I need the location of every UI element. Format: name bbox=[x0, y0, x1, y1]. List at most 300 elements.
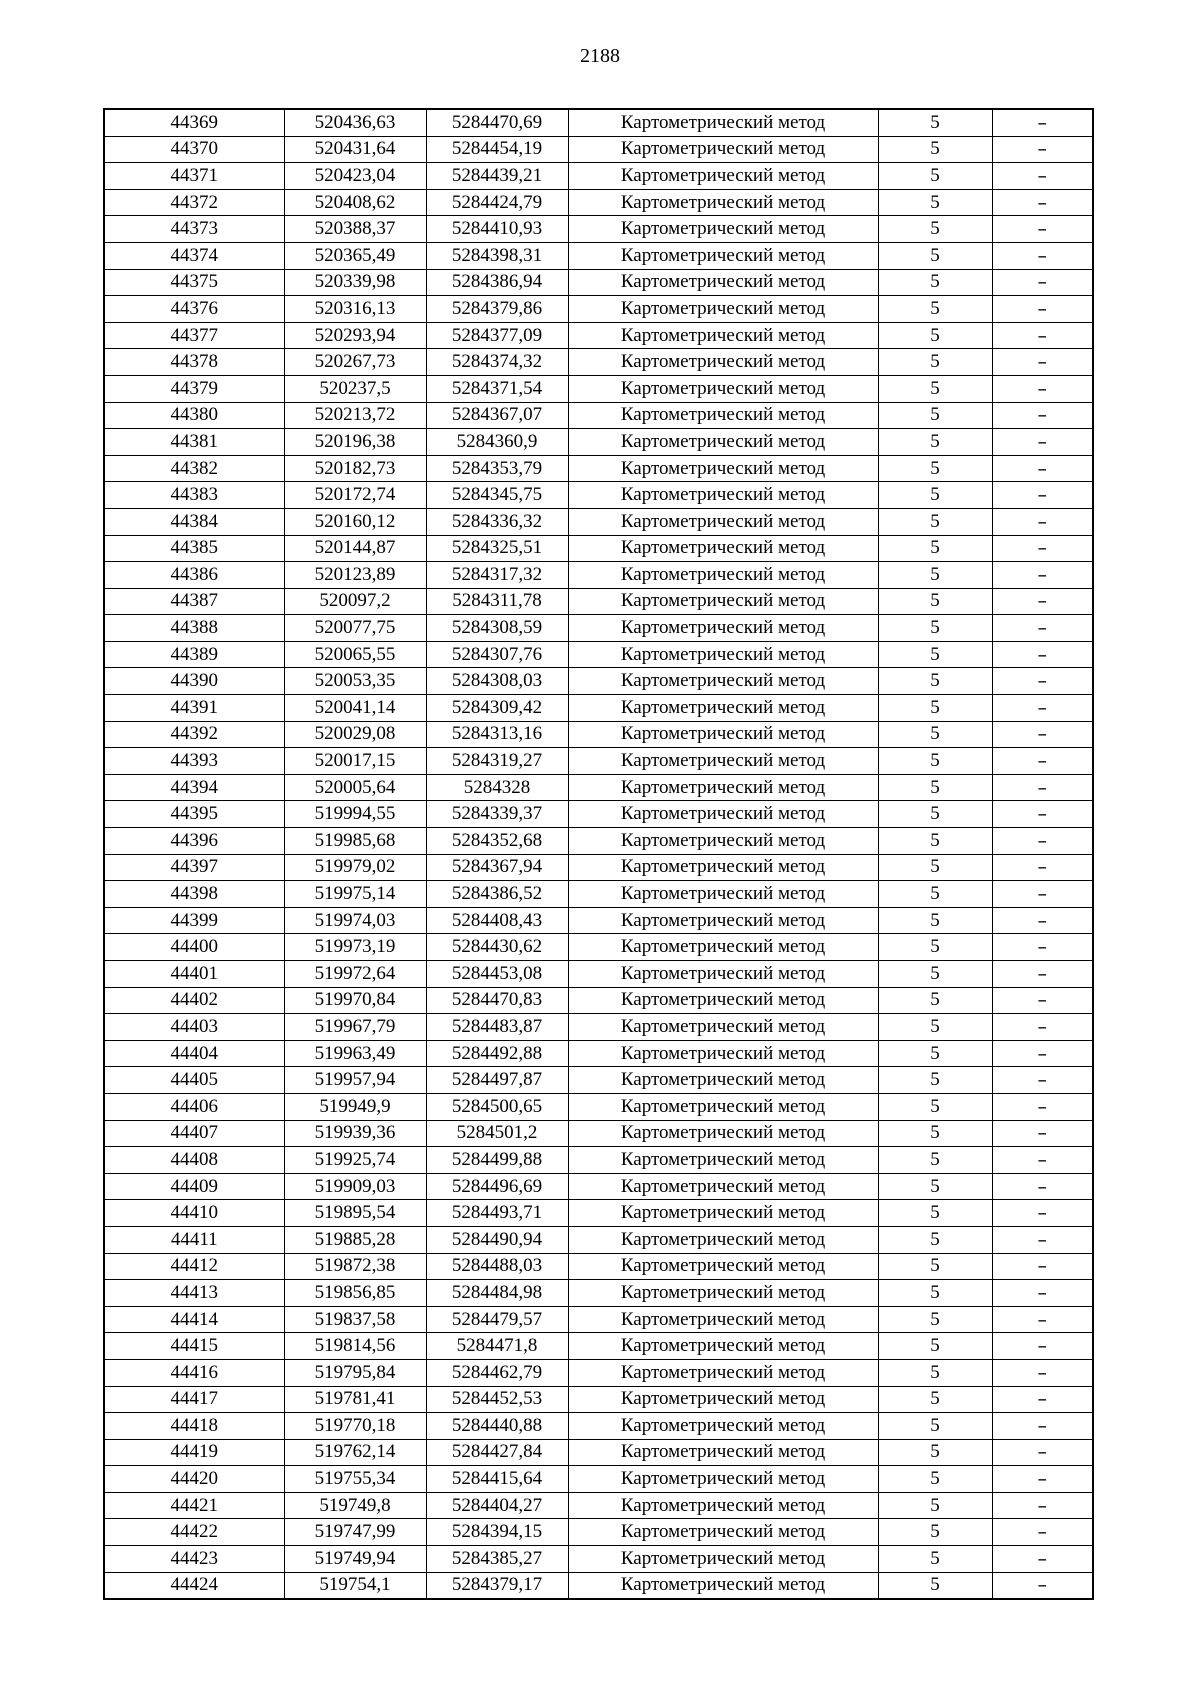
method-cell: Картометрический метод bbox=[568, 881, 878, 908]
point-number-cell: 44408 bbox=[104, 1147, 284, 1174]
note-cell: – bbox=[992, 748, 1093, 775]
table-row bbox=[104, 987, 1093, 1014]
point-number-cell: 44384 bbox=[104, 508, 284, 535]
method-cell: Картометрический метод bbox=[568, 296, 878, 323]
method-cell: Картометрический метод bbox=[568, 748, 878, 775]
table-row bbox=[104, 455, 1093, 482]
note-cell: – bbox=[992, 1546, 1093, 1573]
point-number-cell: 44380 bbox=[104, 402, 284, 429]
table-row bbox=[104, 1253, 1093, 1280]
table-row bbox=[104, 1014, 1093, 1041]
x-coordinate-cell: 519749,94 bbox=[284, 1546, 426, 1573]
point-number-cell: 44391 bbox=[104, 695, 284, 722]
point-number-cell: 44412 bbox=[104, 1253, 284, 1280]
table-row bbox=[104, 535, 1093, 562]
y-coordinate-cell: 5284367,07 bbox=[426, 402, 568, 429]
note-cell: – bbox=[992, 1492, 1093, 1519]
note-cell: – bbox=[992, 1386, 1093, 1413]
table-row bbox=[104, 136, 1093, 163]
x-coordinate-cell: 520144,87 bbox=[284, 535, 426, 562]
method-cell: Картометрический метод bbox=[568, 189, 878, 216]
table-row bbox=[104, 429, 1093, 456]
table-row bbox=[104, 189, 1093, 216]
x-coordinate-cell: 519895,54 bbox=[284, 1200, 426, 1227]
accuracy-cell: 5 bbox=[878, 774, 992, 801]
accuracy-cell: 5 bbox=[878, 429, 992, 456]
accuracy-cell: 5 bbox=[878, 1439, 992, 1466]
x-coordinate-cell: 520436,63 bbox=[284, 109, 426, 136]
accuracy-cell: 5 bbox=[878, 455, 992, 482]
point-number-cell: 44370 bbox=[104, 136, 284, 163]
note-cell: – bbox=[992, 987, 1093, 1014]
note-cell: – bbox=[992, 588, 1093, 615]
y-coordinate-cell: 5284490,94 bbox=[426, 1226, 568, 1253]
x-coordinate-cell: 520237,5 bbox=[284, 375, 426, 402]
note-cell: – bbox=[992, 402, 1093, 429]
note-cell: – bbox=[992, 1040, 1093, 1067]
note-cell: – bbox=[992, 1519, 1093, 1546]
accuracy-cell: 5 bbox=[878, 801, 992, 828]
method-cell: Картометрический метод bbox=[568, 721, 878, 748]
method-cell: Картометрический метод bbox=[568, 695, 878, 722]
accuracy-cell: 5 bbox=[878, 1546, 992, 1573]
point-number-cell: 44393 bbox=[104, 748, 284, 775]
method-cell: Картометрический метод bbox=[568, 1492, 878, 1519]
accuracy-cell: 5 bbox=[878, 375, 992, 402]
note-cell: – bbox=[992, 1173, 1093, 1200]
method-cell: Картометрический метод bbox=[568, 1306, 878, 1333]
point-number-cell: 44416 bbox=[104, 1359, 284, 1386]
accuracy-cell: 5 bbox=[878, 1333, 992, 1360]
method-cell: Картометрический метод bbox=[568, 1333, 878, 1360]
method-cell: Картометрический метод bbox=[568, 375, 878, 402]
accuracy-cell: 5 bbox=[878, 961, 992, 988]
x-coordinate-cell: 519770,18 bbox=[284, 1413, 426, 1440]
table-row bbox=[104, 961, 1093, 988]
note-cell: – bbox=[992, 482, 1093, 509]
accuracy-cell: 5 bbox=[878, 695, 992, 722]
y-coordinate-cell: 5284493,71 bbox=[426, 1200, 568, 1227]
y-coordinate-cell: 5284483,87 bbox=[426, 1014, 568, 1041]
method-cell: Картометрический метод bbox=[568, 402, 878, 429]
method-cell: Картометрический метод bbox=[568, 349, 878, 376]
method-cell: Картометрический метод bbox=[568, 774, 878, 801]
table-row bbox=[104, 562, 1093, 589]
y-coordinate-cell: 5284328 bbox=[426, 774, 568, 801]
point-number-cell: 44417 bbox=[104, 1386, 284, 1413]
table-row bbox=[104, 242, 1093, 269]
table-row bbox=[104, 1439, 1093, 1466]
point-number-cell: 44411 bbox=[104, 1226, 284, 1253]
x-coordinate-cell: 520123,89 bbox=[284, 562, 426, 589]
method-cell: Картометрический метод bbox=[568, 1040, 878, 1067]
y-coordinate-cell: 5284439,21 bbox=[426, 163, 568, 190]
y-coordinate-cell: 5284374,32 bbox=[426, 349, 568, 376]
table-row bbox=[104, 641, 1093, 668]
method-cell: Картометрический метод bbox=[568, 535, 878, 562]
y-coordinate-cell: 5284440,88 bbox=[426, 1413, 568, 1440]
y-coordinate-cell: 5284367,94 bbox=[426, 854, 568, 881]
point-number-cell: 44424 bbox=[104, 1572, 284, 1599]
note-cell: – bbox=[992, 1093, 1093, 1120]
accuracy-cell: 5 bbox=[878, 588, 992, 615]
accuracy-cell: 5 bbox=[878, 1413, 992, 1440]
table-row bbox=[104, 588, 1093, 615]
x-coordinate-cell: 520077,75 bbox=[284, 615, 426, 642]
accuracy-cell: 5 bbox=[878, 748, 992, 775]
x-coordinate-cell: 520017,15 bbox=[284, 748, 426, 775]
x-coordinate-cell: 519972,64 bbox=[284, 961, 426, 988]
y-coordinate-cell: 5284309,42 bbox=[426, 695, 568, 722]
y-coordinate-cell: 5284488,03 bbox=[426, 1253, 568, 1280]
y-coordinate-cell: 5284484,98 bbox=[426, 1280, 568, 1307]
method-cell: Картометрический метод bbox=[568, 987, 878, 1014]
table-row bbox=[104, 1466, 1093, 1493]
table-row bbox=[104, 1546, 1093, 1573]
note-cell: – bbox=[992, 1280, 1093, 1307]
note-cell: – bbox=[992, 1572, 1093, 1599]
y-coordinate-cell: 5284307,76 bbox=[426, 641, 568, 668]
note-cell: – bbox=[992, 1413, 1093, 1440]
method-cell: Картометрический метод bbox=[568, 961, 878, 988]
coordinates-table bbox=[103, 108, 1094, 1600]
accuracy-cell: 5 bbox=[878, 1120, 992, 1147]
table-row bbox=[104, 934, 1093, 961]
point-number-cell: 44392 bbox=[104, 721, 284, 748]
x-coordinate-cell: 520431,64 bbox=[284, 136, 426, 163]
note-cell: – bbox=[992, 801, 1093, 828]
point-number-cell: 44372 bbox=[104, 189, 284, 216]
method-cell: Картометрический метод bbox=[568, 1519, 878, 1546]
accuracy-cell: 5 bbox=[878, 1067, 992, 1094]
point-number-cell: 44379 bbox=[104, 375, 284, 402]
method-cell: Картометрический метод bbox=[568, 163, 878, 190]
point-number-cell: 44399 bbox=[104, 907, 284, 934]
accuracy-cell: 5 bbox=[878, 322, 992, 349]
table-row bbox=[104, 1359, 1093, 1386]
table-row bbox=[104, 1040, 1093, 1067]
method-cell: Картометрический метод bbox=[568, 1014, 878, 1041]
table-row bbox=[104, 1492, 1093, 1519]
point-number-cell: 44409 bbox=[104, 1173, 284, 1200]
y-coordinate-cell: 5284408,43 bbox=[426, 907, 568, 934]
point-number-cell: 44388 bbox=[104, 615, 284, 642]
y-coordinate-cell: 5284430,62 bbox=[426, 934, 568, 961]
x-coordinate-cell: 519967,79 bbox=[284, 1014, 426, 1041]
y-coordinate-cell: 5284313,16 bbox=[426, 721, 568, 748]
y-coordinate-cell: 5284454,19 bbox=[426, 136, 568, 163]
point-number-cell: 44373 bbox=[104, 216, 284, 243]
y-coordinate-cell: 5284336,32 bbox=[426, 508, 568, 535]
note-cell: – bbox=[992, 1439, 1093, 1466]
accuracy-cell: 5 bbox=[878, 854, 992, 881]
x-coordinate-cell: 520267,73 bbox=[284, 349, 426, 376]
y-coordinate-cell: 5284404,27 bbox=[426, 1492, 568, 1519]
x-coordinate-cell: 520408,62 bbox=[284, 189, 426, 216]
point-number-cell: 44418 bbox=[104, 1413, 284, 1440]
note-cell: – bbox=[992, 216, 1093, 243]
table-row bbox=[104, 296, 1093, 323]
y-coordinate-cell: 5284386,52 bbox=[426, 881, 568, 908]
x-coordinate-cell: 520213,72 bbox=[284, 402, 426, 429]
method-cell: Картометрический метод bbox=[568, 455, 878, 482]
point-number-cell: 44374 bbox=[104, 242, 284, 269]
method-cell: Картометрический метод bbox=[568, 668, 878, 695]
x-coordinate-cell: 519957,94 bbox=[284, 1067, 426, 1094]
table-row bbox=[104, 695, 1093, 722]
note-cell: – bbox=[992, 322, 1093, 349]
accuracy-cell: 5 bbox=[878, 987, 992, 1014]
method-cell: Картометрический метод bbox=[568, 269, 878, 296]
x-coordinate-cell: 520339,98 bbox=[284, 269, 426, 296]
point-number-cell: 44397 bbox=[104, 854, 284, 881]
note-cell: – bbox=[992, 854, 1093, 881]
point-number-cell: 44377 bbox=[104, 322, 284, 349]
note-cell: – bbox=[992, 828, 1093, 855]
table-row bbox=[104, 881, 1093, 908]
note-cell: – bbox=[992, 136, 1093, 163]
y-coordinate-cell: 5284471,8 bbox=[426, 1333, 568, 1360]
accuracy-cell: 5 bbox=[878, 1359, 992, 1386]
note-cell: – bbox=[992, 1306, 1093, 1333]
method-cell: Картометрический метод bbox=[568, 242, 878, 269]
table-row bbox=[104, 322, 1093, 349]
note-cell: – bbox=[992, 455, 1093, 482]
point-number-cell: 44421 bbox=[104, 1492, 284, 1519]
x-coordinate-cell: 519781,41 bbox=[284, 1386, 426, 1413]
accuracy-cell: 5 bbox=[878, 641, 992, 668]
x-coordinate-cell: 520365,49 bbox=[284, 242, 426, 269]
point-number-cell: 44398 bbox=[104, 881, 284, 908]
table-row bbox=[104, 349, 1093, 376]
point-number-cell: 44396 bbox=[104, 828, 284, 855]
x-coordinate-cell: 520097,2 bbox=[284, 588, 426, 615]
table-body bbox=[104, 109, 1093, 1599]
x-coordinate-cell: 519837,58 bbox=[284, 1306, 426, 1333]
method-cell: Картометрический метод bbox=[568, 1200, 878, 1227]
method-cell: Картометрический метод bbox=[568, 1413, 878, 1440]
point-number-cell: 44394 bbox=[104, 774, 284, 801]
note-cell: – bbox=[992, 375, 1093, 402]
accuracy-cell: 5 bbox=[878, 1572, 992, 1599]
point-number-cell: 44410 bbox=[104, 1200, 284, 1227]
method-cell: Картометрический метод bbox=[568, 1226, 878, 1253]
x-coordinate-cell: 519795,84 bbox=[284, 1359, 426, 1386]
point-number-cell: 44422 bbox=[104, 1519, 284, 1546]
method-cell: Картометрический метод bbox=[568, 1173, 878, 1200]
accuracy-cell: 5 bbox=[878, 349, 992, 376]
method-cell: Картометрический метод bbox=[568, 907, 878, 934]
y-coordinate-cell: 5284386,94 bbox=[426, 269, 568, 296]
x-coordinate-cell: 519747,99 bbox=[284, 1519, 426, 1546]
accuracy-cell: 5 bbox=[878, 1466, 992, 1493]
y-coordinate-cell: 5284317,32 bbox=[426, 562, 568, 589]
x-coordinate-cell: 520196,38 bbox=[284, 429, 426, 456]
table-row bbox=[104, 1173, 1093, 1200]
accuracy-cell: 5 bbox=[878, 1014, 992, 1041]
note-cell: – bbox=[992, 881, 1093, 908]
x-coordinate-cell: 519755,34 bbox=[284, 1466, 426, 1493]
accuracy-cell: 5 bbox=[878, 1306, 992, 1333]
accuracy-cell: 5 bbox=[878, 721, 992, 748]
method-cell: Картометрический метод bbox=[568, 1359, 878, 1386]
method-cell: Картометрический метод bbox=[568, 1120, 878, 1147]
x-coordinate-cell: 519985,68 bbox=[284, 828, 426, 855]
point-number-cell: 44407 bbox=[104, 1120, 284, 1147]
point-number-cell: 44405 bbox=[104, 1067, 284, 1094]
y-coordinate-cell: 5284492,88 bbox=[426, 1040, 568, 1067]
note-cell: – bbox=[992, 774, 1093, 801]
note-cell: – bbox=[992, 1014, 1093, 1041]
accuracy-cell: 5 bbox=[878, 109, 992, 136]
y-coordinate-cell: 5284479,57 bbox=[426, 1306, 568, 1333]
note-cell: – bbox=[992, 296, 1093, 323]
accuracy-cell: 5 bbox=[878, 296, 992, 323]
x-coordinate-cell: 519885,28 bbox=[284, 1226, 426, 1253]
point-number-cell: 44389 bbox=[104, 641, 284, 668]
accuracy-cell: 5 bbox=[878, 163, 992, 190]
method-cell: Картометрический метод bbox=[568, 854, 878, 881]
point-number-cell: 44420 bbox=[104, 1466, 284, 1493]
point-number-cell: 44383 bbox=[104, 482, 284, 509]
table-row bbox=[104, 508, 1093, 535]
method-cell: Картометрический метод bbox=[568, 1253, 878, 1280]
note-cell: – bbox=[992, 535, 1093, 562]
method-cell: Картометрический метод bbox=[568, 1147, 878, 1174]
x-coordinate-cell: 519963,49 bbox=[284, 1040, 426, 1067]
y-coordinate-cell: 5284360,9 bbox=[426, 429, 568, 456]
accuracy-cell: 5 bbox=[878, 1280, 992, 1307]
point-number-cell: 44378 bbox=[104, 349, 284, 376]
point-number-cell: 44406 bbox=[104, 1093, 284, 1120]
table-row bbox=[104, 1120, 1093, 1147]
page-number: 2188 bbox=[580, 45, 620, 67]
y-coordinate-cell: 5284319,27 bbox=[426, 748, 568, 775]
x-coordinate-cell: 520172,74 bbox=[284, 482, 426, 509]
x-coordinate-cell: 519762,14 bbox=[284, 1439, 426, 1466]
accuracy-cell: 5 bbox=[878, 562, 992, 589]
accuracy-cell: 5 bbox=[878, 216, 992, 243]
table-row bbox=[104, 1333, 1093, 1360]
method-cell: Картометрический метод bbox=[568, 1466, 878, 1493]
accuracy-cell: 5 bbox=[878, 1040, 992, 1067]
method-cell: Картометрический метод bbox=[568, 641, 878, 668]
method-cell: Картометрический метод bbox=[568, 429, 878, 456]
accuracy-cell: 5 bbox=[878, 668, 992, 695]
point-number-cell: 44401 bbox=[104, 961, 284, 988]
x-coordinate-cell: 519909,03 bbox=[284, 1173, 426, 1200]
method-cell: Картометрический метод bbox=[568, 136, 878, 163]
accuracy-cell: 5 bbox=[878, 1386, 992, 1413]
note-cell: – bbox=[992, 934, 1093, 961]
table-row bbox=[104, 216, 1093, 243]
x-coordinate-cell: 519872,38 bbox=[284, 1253, 426, 1280]
x-coordinate-cell: 520293,94 bbox=[284, 322, 426, 349]
y-coordinate-cell: 5284379,17 bbox=[426, 1572, 568, 1599]
y-coordinate-cell: 5284311,78 bbox=[426, 588, 568, 615]
note-cell: – bbox=[992, 109, 1093, 136]
y-coordinate-cell: 5284308,59 bbox=[426, 615, 568, 642]
point-number-cell: 44419 bbox=[104, 1439, 284, 1466]
note-cell: – bbox=[992, 907, 1093, 934]
note-cell: – bbox=[992, 1253, 1093, 1280]
point-number-cell: 44423 bbox=[104, 1546, 284, 1573]
y-coordinate-cell: 5284394,15 bbox=[426, 1519, 568, 1546]
accuracy-cell: 5 bbox=[878, 1173, 992, 1200]
point-number-cell: 44403 bbox=[104, 1014, 284, 1041]
table-row bbox=[104, 402, 1093, 429]
note-cell: – bbox=[992, 1200, 1093, 1227]
accuracy-cell: 5 bbox=[878, 934, 992, 961]
y-coordinate-cell: 5284377,09 bbox=[426, 322, 568, 349]
method-cell: Картометрический метод bbox=[568, 1572, 878, 1599]
note-cell: – bbox=[992, 695, 1093, 722]
method-cell: Картометрический метод bbox=[568, 1386, 878, 1413]
method-cell: Картометрический метод bbox=[568, 828, 878, 855]
x-coordinate-cell: 520423,04 bbox=[284, 163, 426, 190]
note-cell: – bbox=[992, 1067, 1093, 1094]
x-coordinate-cell: 520388,37 bbox=[284, 216, 426, 243]
accuracy-cell: 5 bbox=[878, 1147, 992, 1174]
point-number-cell: 44415 bbox=[104, 1333, 284, 1360]
note-cell: – bbox=[992, 242, 1093, 269]
y-coordinate-cell: 5284424,79 bbox=[426, 189, 568, 216]
x-coordinate-cell: 519974,03 bbox=[284, 907, 426, 934]
y-coordinate-cell: 5284339,37 bbox=[426, 801, 568, 828]
point-number-cell: 44414 bbox=[104, 1306, 284, 1333]
point-number-cell: 44385 bbox=[104, 535, 284, 562]
method-cell: Картометрический метод bbox=[568, 1093, 878, 1120]
note-cell: – bbox=[992, 508, 1093, 535]
x-coordinate-cell: 519749,8 bbox=[284, 1492, 426, 1519]
note-cell: – bbox=[992, 668, 1093, 695]
y-coordinate-cell: 5284385,27 bbox=[426, 1546, 568, 1573]
method-cell: Картометрический метод bbox=[568, 508, 878, 535]
table-row bbox=[104, 1093, 1093, 1120]
x-coordinate-cell: 519975,14 bbox=[284, 881, 426, 908]
point-number-cell: 44375 bbox=[104, 269, 284, 296]
accuracy-cell: 5 bbox=[878, 1226, 992, 1253]
note-cell: – bbox=[992, 615, 1093, 642]
table-row bbox=[104, 774, 1093, 801]
accuracy-cell: 5 bbox=[878, 535, 992, 562]
table-row bbox=[104, 1200, 1093, 1227]
x-coordinate-cell: 520065,55 bbox=[284, 641, 426, 668]
x-coordinate-cell: 519754,1 bbox=[284, 1572, 426, 1599]
point-number-cell: 44376 bbox=[104, 296, 284, 323]
x-coordinate-cell: 520041,14 bbox=[284, 695, 426, 722]
point-number-cell: 44382 bbox=[104, 455, 284, 482]
y-coordinate-cell: 5284496,69 bbox=[426, 1173, 568, 1200]
x-coordinate-cell: 519970,84 bbox=[284, 987, 426, 1014]
table-row bbox=[104, 1386, 1093, 1413]
point-number-cell: 44369 bbox=[104, 109, 284, 136]
note-cell: – bbox=[992, 429, 1093, 456]
note-cell: – bbox=[992, 1333, 1093, 1360]
method-cell: Картометрический метод bbox=[568, 482, 878, 509]
table-row bbox=[104, 854, 1093, 881]
y-coordinate-cell: 5284353,79 bbox=[426, 455, 568, 482]
y-coordinate-cell: 5284398,31 bbox=[426, 242, 568, 269]
accuracy-cell: 5 bbox=[878, 482, 992, 509]
note-cell: – bbox=[992, 562, 1093, 589]
method-cell: Картометрический метод bbox=[568, 1067, 878, 1094]
x-coordinate-cell: 520053,35 bbox=[284, 668, 426, 695]
table-row bbox=[104, 1413, 1093, 1440]
accuracy-cell: 5 bbox=[878, 907, 992, 934]
method-cell: Картометрический метод bbox=[568, 1280, 878, 1307]
x-coordinate-cell: 519949,9 bbox=[284, 1093, 426, 1120]
